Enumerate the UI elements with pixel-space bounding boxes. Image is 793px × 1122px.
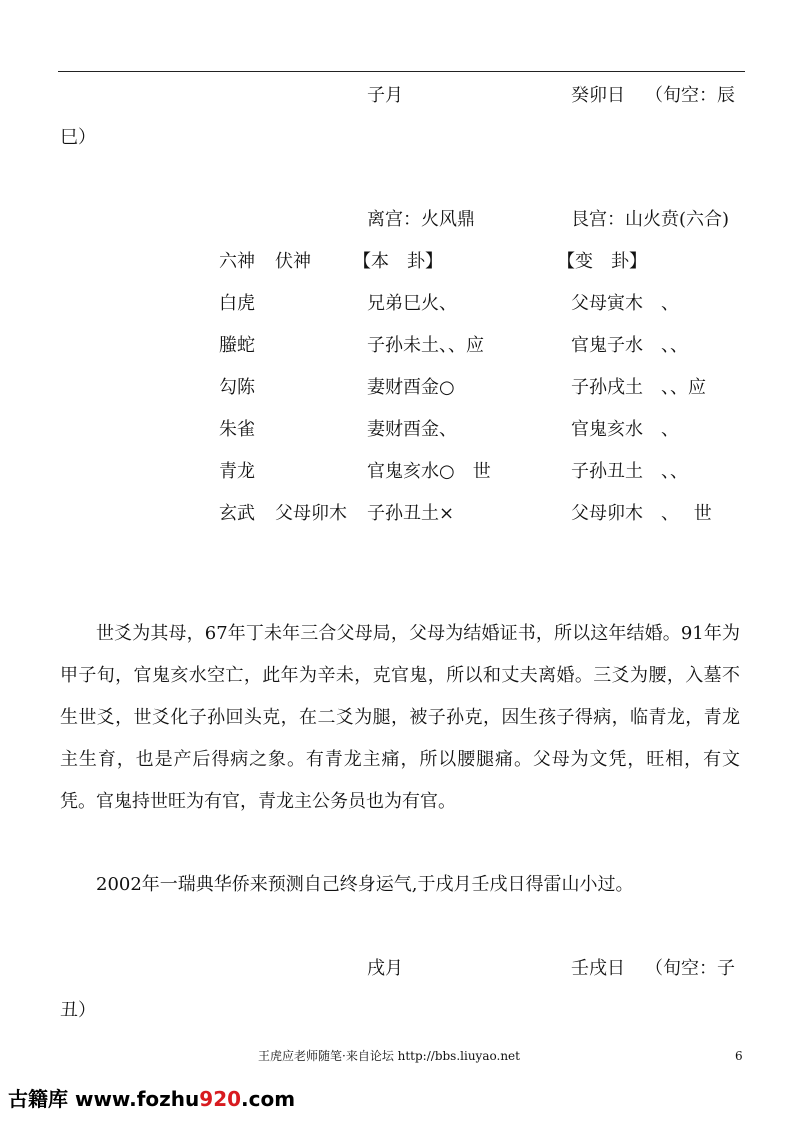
header-month: 子月 <box>367 85 403 106</box>
main-gua-name: 离宫：火风鼎 <box>367 209 475 230</box>
row-spirit: 白虎 <box>219 293 255 314</box>
col-change: 【变 卦】 <box>557 251 647 272</box>
col-main: 【本 卦】 <box>353 251 443 272</box>
row-hidden-spirit: 父母卯木 <box>275 503 347 524</box>
analysis-paragraph: 世爻为其母，67年丁未年三合父母局，父母为结婚证书，所以这年结婚。91年为甲子旬，官鬼亥水空亡，此年为辛未，克官鬼，所以和丈夫离婚。三爻为腰，入墓不生世爻，世爻化子孙回头克，在二爻为腿，被子孙克，因生孩子得病，临青龙，青龙主生育，也是产后得病之象。有青龙主痛，所以腰腿痛。父母为文凭，旺相，有文凭。官鬼持世旺为有官，青龙主公务员也为有官。 <box>60 623 740 812</box>
watermark-text-c: .com <box>241 1087 296 1111</box>
col-spirit: 六神 <box>219 251 255 272</box>
row-spirit: 朱雀 <box>219 419 255 440</box>
header2-day: 壬戌日 <box>571 958 625 979</box>
row-main-yao: 妻财酉金、 <box>367 419 457 440</box>
row-spirit: 青龙 <box>219 461 255 482</box>
row-main-yao: 妻财酉金○ <box>367 377 455 398</box>
col-hidden: 伏神 <box>275 251 311 272</box>
watermark-text-b: 920 <box>199 1087 242 1111</box>
change-gua-name: 艮宫：山火贲(六合) <box>571 209 730 230</box>
footer-source: 王虎应老师随笔·来自论坛 http://bbs.liuyao.net <box>258 1049 520 1063</box>
row-change-yao: 父母寅木 、 <box>571 293 679 314</box>
row-main-yao: 子孙丑土× <box>367 503 455 524</box>
header2-void-b: 丑） <box>60 1000 96 1021</box>
row-spirit: 勾陈 <box>219 377 255 398</box>
case-intro-paragraph: 2002年一瑞典华侨来预测自己终身运气,于戌月壬戌日得雷山小过。 <box>96 874 634 895</box>
header-void-b: 巳） <box>60 127 96 148</box>
site-watermark <box>8 1086 295 1112</box>
row-main-yao: 官鬼亥水○ 世 <box>367 461 491 482</box>
row-change-yao: 子孙戌土 、、应 <box>571 377 706 398</box>
row-change-yao: 官鬼亥水 、 <box>571 419 679 440</box>
row-spirit: 螣蛇 <box>219 335 255 356</box>
page-number: 6 <box>735 1049 743 1063</box>
row-change-yao: 子孙丑土 、、 <box>571 461 688 482</box>
header2-month: 戌月 <box>367 958 403 979</box>
row-change-yao: 父母卯木 、 世 <box>571 503 712 524</box>
row-change-yao: 官鬼子水 、、 <box>571 335 688 356</box>
header-day: 癸卯日 <box>571 85 625 106</box>
header-void-a: （旬空：辰 <box>645 85 735 106</box>
watermark-text-a: 古籍库 www.fozhu <box>8 1087 200 1111</box>
header-rule <box>58 71 745 72</box>
row-main-yao: 子孙未土、、应 <box>367 335 484 356</box>
header2-void-a: （旬空：子 <box>645 958 735 979</box>
row-spirit: 玄武 <box>219 503 255 524</box>
row-main-yao: 兄弟巳火、 <box>367 293 457 314</box>
